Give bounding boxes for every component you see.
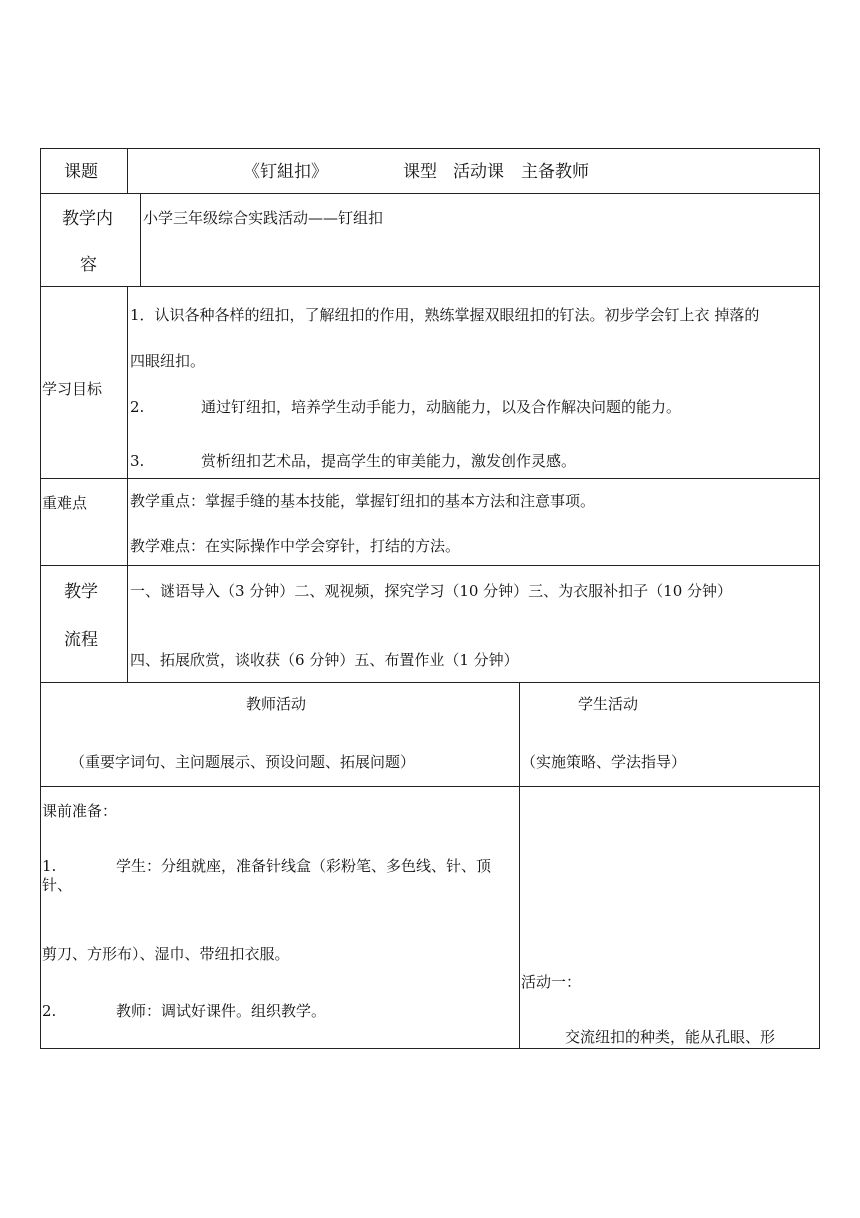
difficulty-text: 教学难点：在实际操作中学会穿针，打结的方法。	[130, 537, 461, 555]
lesson-title: 《钉組扣》	[243, 162, 328, 182]
prep-item-1-wrap: 针、	[42, 876, 73, 894]
prep-item-1-line-2: 剪刀、方形布）、湿巾、带纽扣衣服。	[42, 945, 290, 963]
prep-item-2-number: 2.	[42, 1002, 57, 1020]
prep-item-2-text: 教师：调试好课件。组织教学。	[116, 1002, 327, 1020]
teacher-activity-subtitle: （重要字词句、主问题展示、预设问题、拓展问题）	[70, 753, 416, 771]
goal-1-line-2: 四眼纽扣。	[130, 352, 206, 370]
lead-teacher-label: 主备教师	[521, 162, 589, 182]
student-activity-1-text: 交流纽扣的种类，能从孔眼、形	[565, 1028, 776, 1046]
title-label: 课题	[64, 162, 98, 182]
flow-line-1: 一、谜语导入（3 分钟）二、观视频，探究学习（10 分钟）三、为衣服补扣子（10 分钟）	[130, 582, 733, 600]
prep-item-1-number: 1.	[42, 857, 57, 875]
flow-label-line1: 教学	[64, 582, 98, 602]
student-activity-1-heading: 活动一：	[521, 973, 582, 991]
goals-label: 学习目标	[42, 380, 103, 398]
content-value: 小学三年级综合实践活动——钉组扣	[143, 209, 384, 227]
key-point-text: 教学重点：掌握手缝的基本技能，掌握钉纽扣的基本方法和注意事项。	[130, 492, 596, 510]
goal-3-number: 3.	[130, 452, 145, 470]
student-activity-title: 学生活动	[578, 695, 639, 713]
key-points-label: 重难点	[42, 494, 88, 512]
lesson-type-label: 课型	[403, 162, 437, 182]
teacher-activity-title: 教师活动	[246, 695, 307, 713]
goal-3-text: 赏析纽扣艺术品，提高学生的审美能力，激发创作灵感。	[201, 452, 577, 470]
goal-2-text: 通过钉纽扣，培养学生动手能力，动脑能力，以及合作解决问题的能力。	[201, 398, 682, 416]
lesson-type-value: 活动课	[453, 162, 504, 182]
student-activity-subtitle: （实施策略、学法指导）	[521, 753, 687, 771]
goal-1-line-1: 1．认识各种各样的纽扣，了解纽扣的作用，熟练掌握双眼纽扣的钉法。初步学会钉上衣 掉落的	[130, 306, 760, 324]
flow-label-line2: 流程	[64, 630, 98, 650]
pre-class-prep-heading: 课前准备：	[42, 802, 118, 820]
content-label-line1: 教学内	[62, 209, 113, 229]
flow-line-2: 四、拓展欣赏，谈收获（6 分钟）五、布置作业（1 分钟）	[130, 651, 519, 669]
prep-item-1-text: 学生：分组就座，准备针线盒（彩粉笔、多色线、针、顶	[116, 857, 492, 875]
goal-2-number: 2.	[130, 398, 145, 416]
content-label-line2: 容	[80, 255, 97, 275]
